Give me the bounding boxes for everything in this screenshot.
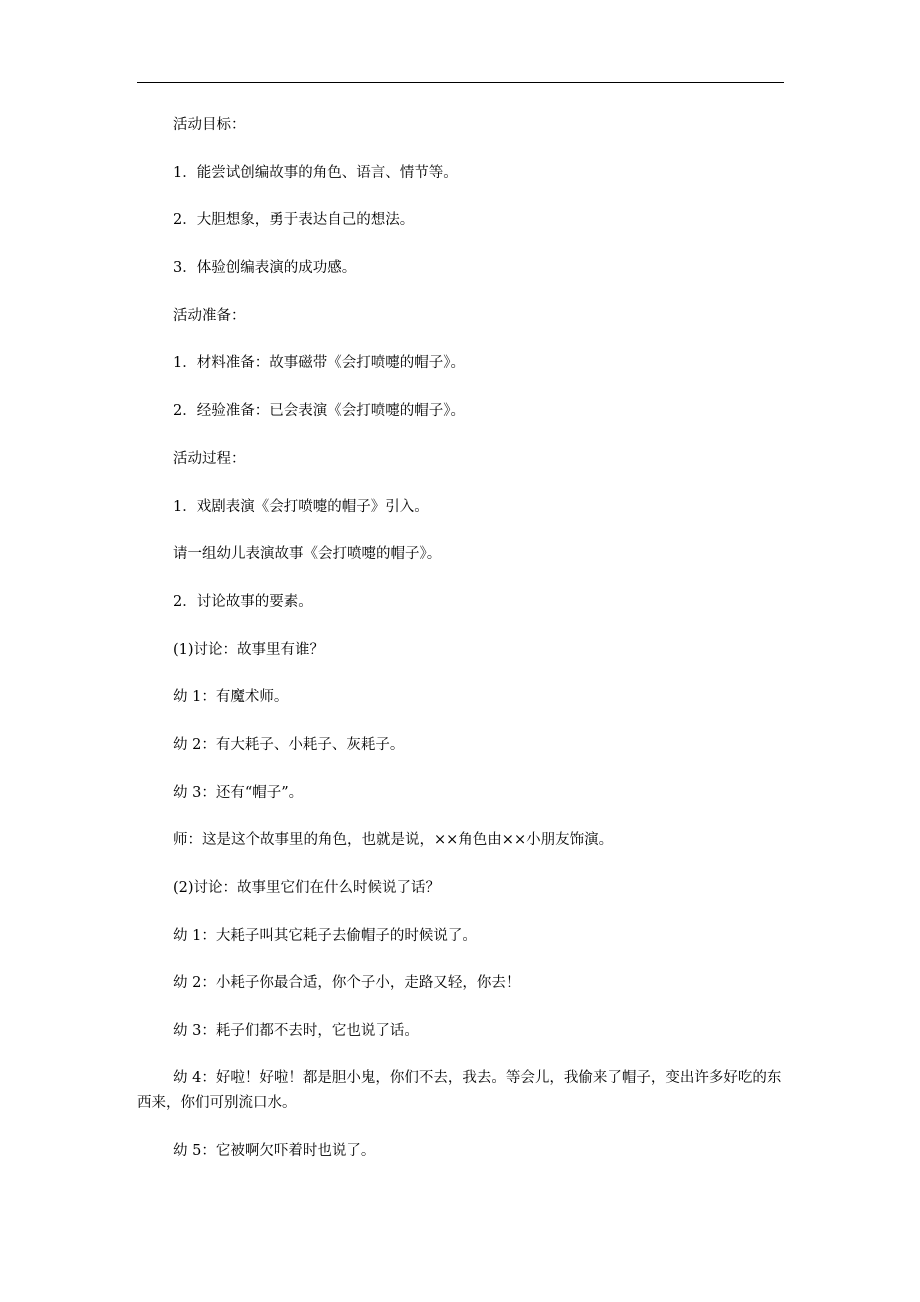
discussion-question: (1)讨论：故事里有谁？	[173, 641, 325, 658]
child-response: 幼 3：还有“帽子”。	[173, 784, 304, 801]
child-response: 幼 3：耗子们都不去时，它也说了话。	[173, 1023, 419, 1040]
document-body	[137, 112, 784, 1185]
section-heading-goals: 活动目标：	[173, 117, 246, 133]
child-response: 幼 1：大耗子叫其它耗子去偷帽子的时候说了。	[173, 927, 477, 944]
preparation-item: 1．材料准备：故事磁带《会打喷嚏的帽子》。	[173, 355, 465, 372]
header-rule	[137, 82, 784, 83]
process-text: 请一组幼儿表演故事《会打喷嚏的帽子》。	[173, 546, 442, 563]
discussion-question: (2)讨论：故事里它们在什么时候说了话？	[173, 880, 441, 896]
child-response: 幼 5：它被啊欠吓着时也说了。	[173, 1142, 376, 1159]
goal-item: 2．大胆想象，勇于表达自己的想法。	[173, 212, 415, 229]
goal-item: 1．能尝试创编故事的角色、语言、情节等。	[173, 164, 458, 181]
preparation-item: 2．经验准备：已会表演《会打喷嚏的帽子》。	[173, 403, 465, 420]
section-heading-process: 活动过程：	[173, 450, 246, 467]
process-step: 1．戏剧表演《会打喷嚏的帽子》引入。	[173, 498, 429, 515]
child-response: 幼 2：有大耗子、小耗子、灰耗子。	[173, 736, 405, 753]
process-step: 2．讨论故事的要素。	[173, 593, 313, 610]
child-response: 幼 2：小耗子你最合适，你个子小，走路又轻，你去！	[173, 975, 521, 992]
goal-item: 3．体验创编表演的成功感。	[173, 260, 357, 277]
child-response: 幼 1：有魔术师。	[173, 689, 289, 706]
child-response: 幼 4：好啦！好啦！都是胆小鬼，你们不去，我去。等会儿，我偷来了帽子，变出许多好吃的东西来，你们可别流口水。	[137, 1069, 782, 1111]
section-heading-preparation: 活动准备：	[173, 307, 246, 324]
teacher-remark: 师：这是这个故事里的角色，也就是说，××角色由××小朋友饰演。	[173, 832, 614, 849]
